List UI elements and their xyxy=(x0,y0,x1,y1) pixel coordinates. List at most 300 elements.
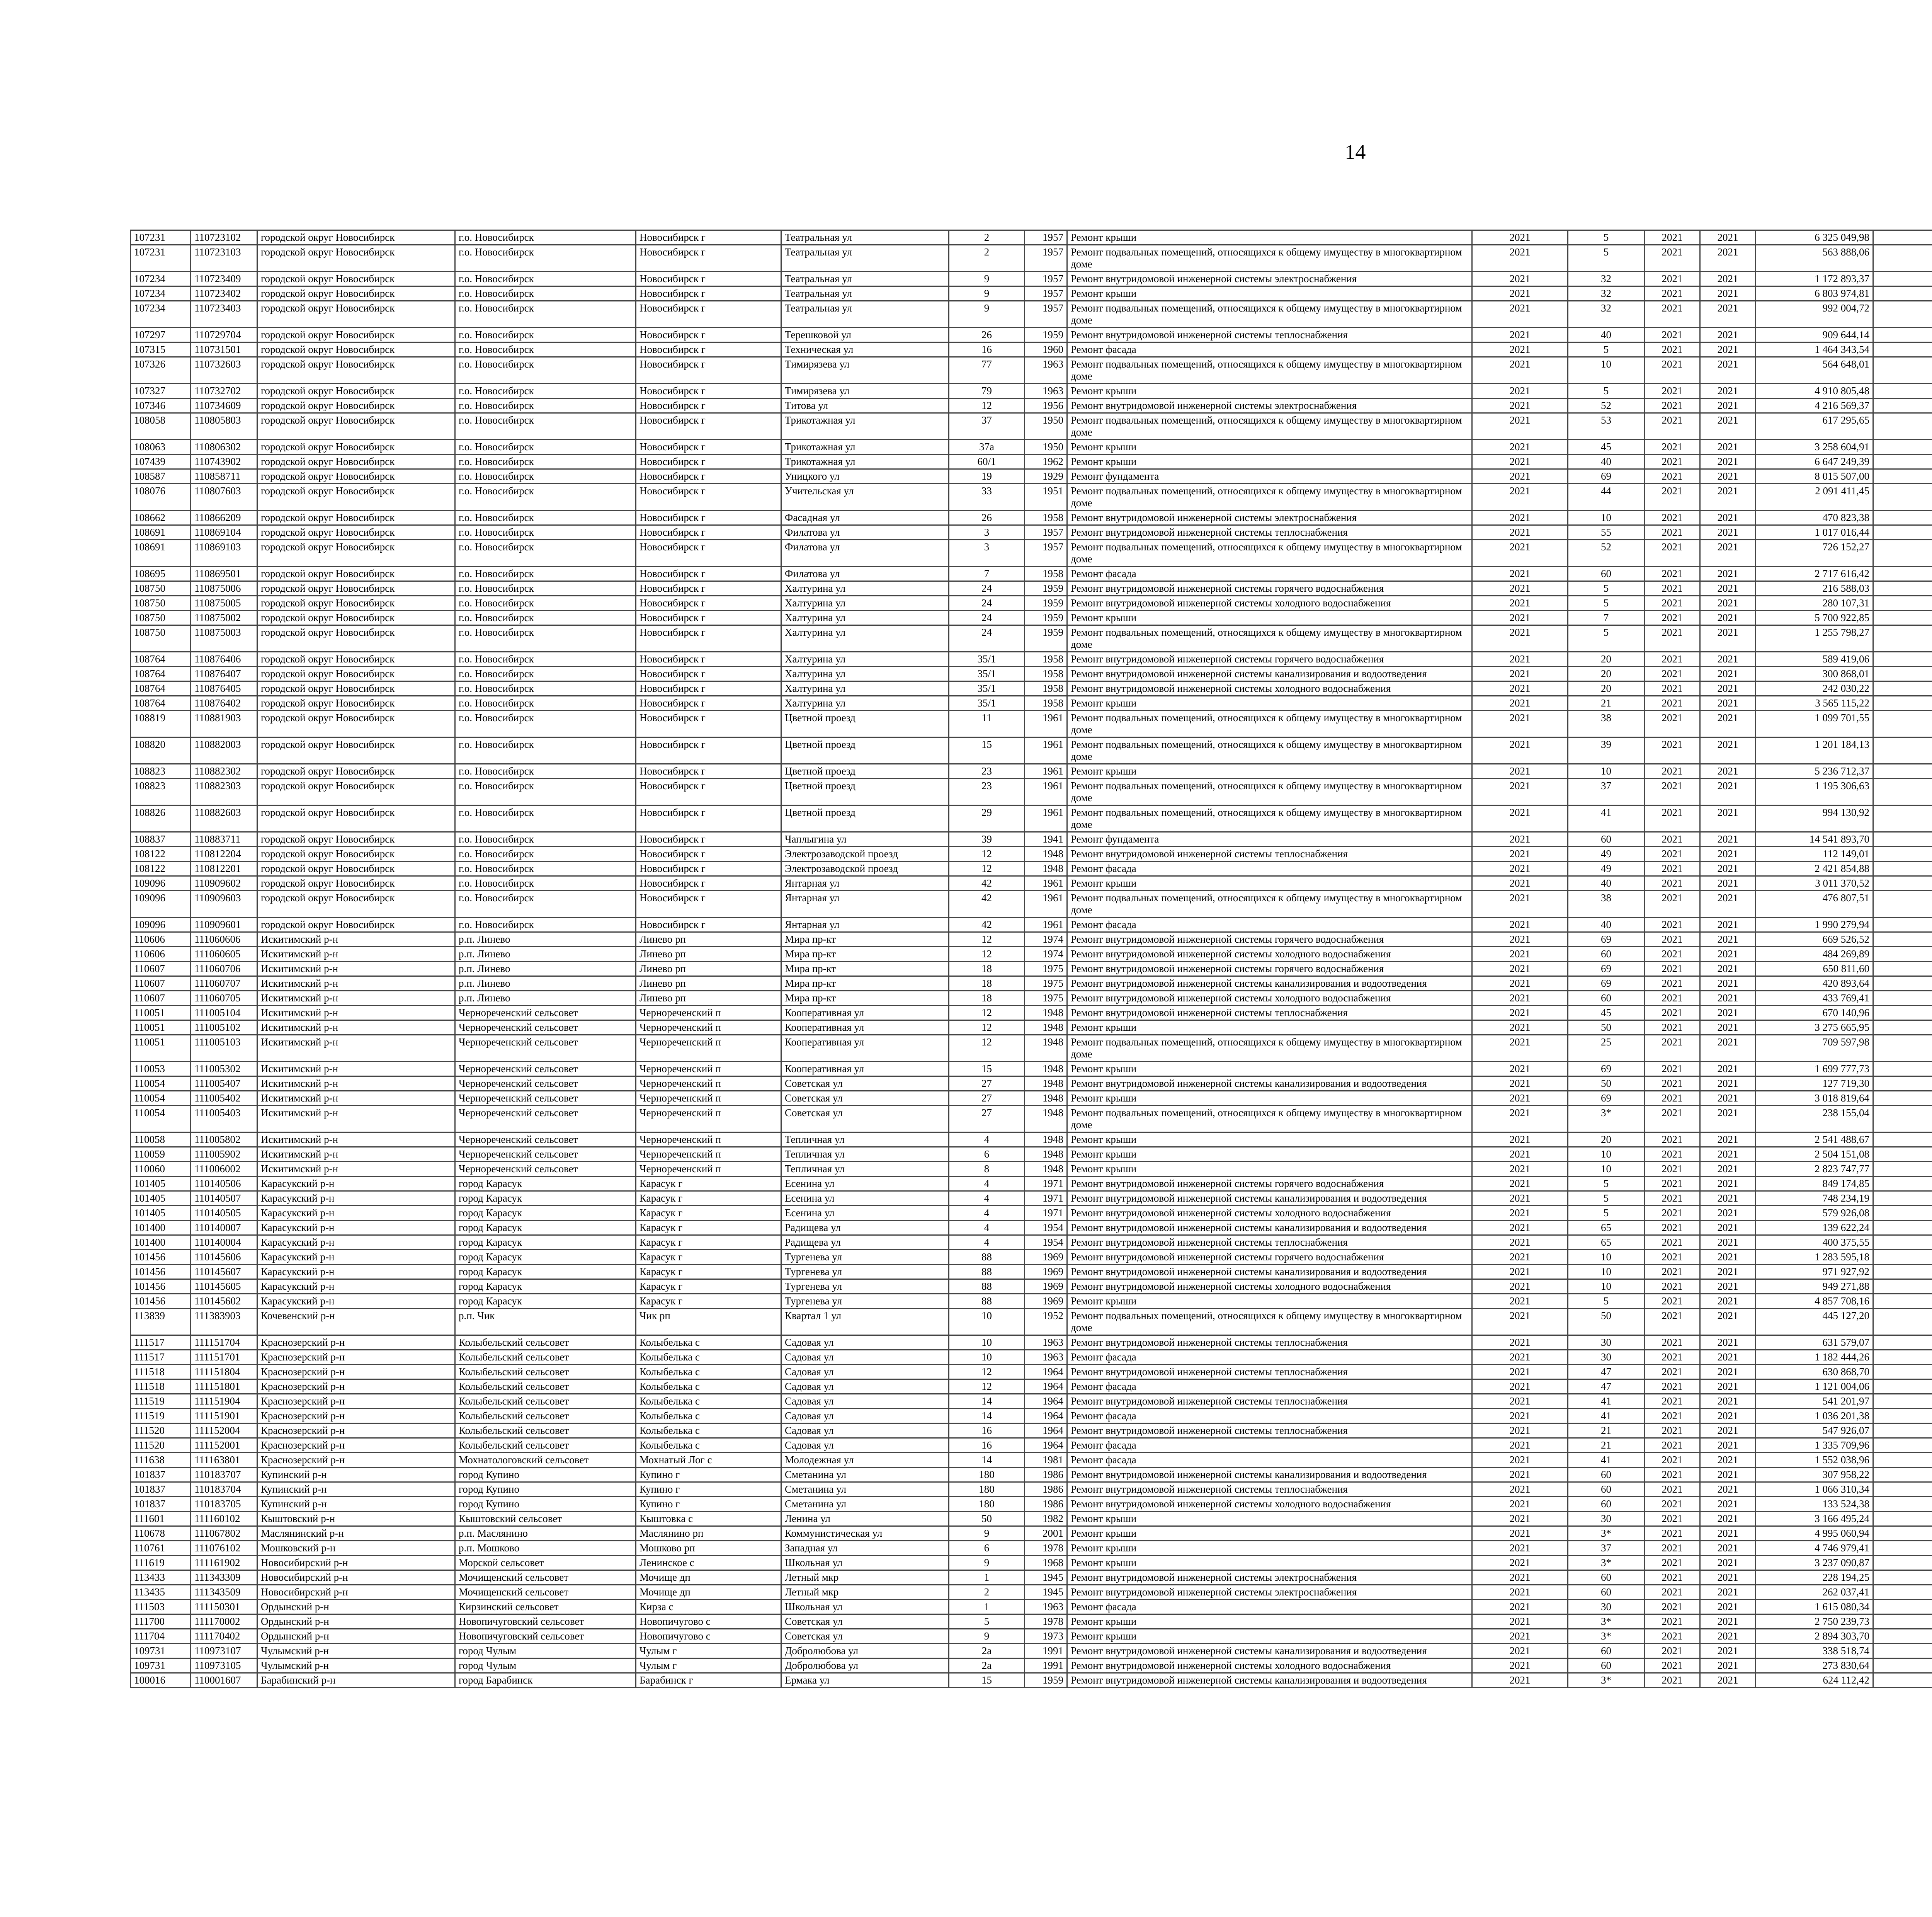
cell-wear-percent: 30 xyxy=(1568,1350,1645,1365)
cell-street: Терешковой ул xyxy=(781,328,949,342)
cell-fund-cost xyxy=(1873,1512,1932,1526)
cell-municipality: Кыштовский сельсовет xyxy=(455,1512,636,1526)
cell-settlement: Новосибирск г xyxy=(636,737,781,764)
cell-settlement: Карасук г xyxy=(636,1221,781,1235)
cell-district: городской округ Новосибирск xyxy=(257,357,455,384)
cell-start-year: 2021 xyxy=(1645,847,1700,861)
cell-work-id: 111160102 xyxy=(191,1512,257,1526)
cell-house-id: 111517 xyxy=(131,1335,191,1350)
cell-build-year: 1948 xyxy=(1025,1076,1067,1091)
cell-house-id: 107327 xyxy=(131,384,191,398)
cell-plan-year: 2021 xyxy=(1472,976,1568,991)
cell-fund-cost xyxy=(1873,230,1932,245)
cell-total-cost: 630 868,70 xyxy=(1756,1365,1873,1379)
cell-municipality: г.о. Новосибирск xyxy=(455,440,636,455)
cell-work-type: Ремонт внутридомовой инженерной системы теплоснабжения xyxy=(1067,1482,1472,1497)
cell-plan-year: 2021 xyxy=(1472,1191,1568,1206)
cell-house-number: 15 xyxy=(949,1673,1025,1688)
cell-work-type: Ремонт крыши xyxy=(1067,1162,1472,1176)
cell-municipality: Новопичуговский сельсовет xyxy=(455,1614,636,1629)
cell-district: городской округ Новосибирск xyxy=(257,737,455,764)
cell-end-year: 2021 xyxy=(1700,1162,1756,1176)
cell-settlement: Новосибирск г xyxy=(636,272,781,286)
cell-settlement: Новосибирск г xyxy=(636,511,781,525)
cell-wear-percent: 21 xyxy=(1568,1438,1645,1453)
table-row xyxy=(131,1497,1932,1512)
cell-house-number: 37а xyxy=(949,440,1025,455)
cell-settlement: Новопичугово с xyxy=(636,1614,781,1629)
cell-house-id: 101837 xyxy=(131,1482,191,1497)
cell-fund-cost xyxy=(1873,1453,1932,1468)
cell-build-year: 1978 xyxy=(1025,1541,1067,1556)
cell-end-year: 2021 xyxy=(1700,1091,1756,1106)
cell-build-year: 1959 xyxy=(1025,581,1067,596)
cell-end-year: 2021 xyxy=(1700,1600,1756,1614)
cell-start-year: 2021 xyxy=(1645,625,1700,652)
cell-settlement: Новосибирск г xyxy=(636,861,781,876)
cell-total-cost: 949 271,88 xyxy=(1756,1279,1873,1294)
cell-district: Карасукский р-н xyxy=(257,1250,455,1265)
cell-work-type: Ремонт крыши xyxy=(1067,286,1472,301)
cell-fund-cost xyxy=(1873,1279,1932,1294)
cell-work-type: Ремонт внутридомовой инженерной системы электроснабжения xyxy=(1067,511,1472,525)
cell-end-year: 2021 xyxy=(1700,947,1756,962)
table-row xyxy=(131,1147,1932,1162)
table-row xyxy=(131,737,1932,764)
cell-settlement: Новосибирск г xyxy=(636,230,781,245)
cell-work-id: 110882303 xyxy=(191,779,257,805)
cell-end-year: 2021 xyxy=(1700,1673,1756,1688)
cell-work-id: 110875003 xyxy=(191,625,257,652)
cell-settlement: Чернореченский п xyxy=(636,1062,781,1076)
cell-work-id: 110876406 xyxy=(191,652,257,667)
cell-work-type: Ремонт внутридомовой инженерной системы теплоснабжения xyxy=(1067,1235,1472,1250)
cell-end-year: 2021 xyxy=(1700,1379,1756,1394)
cell-district: городской округ Новосибирск xyxy=(257,567,455,581)
cell-municipality: Мочищенский сельсовет xyxy=(455,1585,636,1600)
cell-end-year: 2021 xyxy=(1700,1526,1756,1541)
cell-street: Летный мкр xyxy=(781,1570,949,1585)
cell-district: Кыштовский р-н xyxy=(257,1512,455,1526)
cell-district: городской округ Новосибирск xyxy=(257,301,455,328)
cell-house-number: 12 xyxy=(949,847,1025,861)
cell-wear-percent: 5 xyxy=(1568,1176,1645,1191)
cell-settlement: Колыбелька с xyxy=(636,1423,781,1438)
cell-settlement: Кыштовка с xyxy=(636,1512,781,1526)
cell-municipality: г.о. Новосибирск xyxy=(455,384,636,398)
cell-house-id: 108122 xyxy=(131,847,191,861)
cell-district: городской округ Новосибирск xyxy=(257,861,455,876)
cell-work-type: Ремонт подвальных помещений, относящихся к общему имуществу в многоквартирном доме xyxy=(1067,779,1472,805)
cell-municipality: г.о. Новосибирск xyxy=(455,861,636,876)
table-row xyxy=(131,357,1932,384)
cell-house-id: 109096 xyxy=(131,891,191,918)
cell-house-number: 29 xyxy=(949,805,1025,832)
cell-municipality: р.п. Линево xyxy=(455,947,636,962)
cell-start-year: 2021 xyxy=(1645,484,1700,511)
cell-fund-cost xyxy=(1873,1035,1932,1062)
cell-house-id: 101837 xyxy=(131,1468,191,1482)
cell-total-cost: 650 811,60 xyxy=(1756,962,1873,976)
cell-house-id: 110054 xyxy=(131,1091,191,1106)
cell-end-year: 2021 xyxy=(1700,286,1756,301)
cell-settlement: Колыбелька с xyxy=(636,1365,781,1379)
cell-municipality: г.о. Новосибирск xyxy=(455,711,636,737)
cell-work-id: 111076102 xyxy=(191,1541,257,1556)
cell-build-year: 1957 xyxy=(1025,230,1067,245)
cell-end-year: 2021 xyxy=(1700,567,1756,581)
cell-work-id: 111152004 xyxy=(191,1423,257,1438)
cell-fund-cost xyxy=(1873,1379,1932,1394)
table-row xyxy=(131,1644,1932,1658)
cell-wear-percent: 3* xyxy=(1568,1614,1645,1629)
cell-wear-percent: 41 xyxy=(1568,805,1645,832)
cell-wear-percent: 47 xyxy=(1568,1365,1645,1379)
cell-house-id: 108819 xyxy=(131,711,191,737)
cell-end-year: 2021 xyxy=(1700,540,1756,567)
cell-start-year: 2021 xyxy=(1645,245,1700,272)
cell-plan-year: 2021 xyxy=(1472,918,1568,932)
cell-municipality: г.о. Новосибирск xyxy=(455,764,636,779)
cell-street: Театральная ул xyxy=(781,286,949,301)
cell-end-year: 2021 xyxy=(1700,932,1756,947)
cell-total-cost: 2 823 747,77 xyxy=(1756,1162,1873,1176)
cell-work-id: 110140506 xyxy=(191,1176,257,1191)
cell-district: Искитимский р-н xyxy=(257,1076,455,1091)
table-row xyxy=(131,328,1932,342)
cell-street: Сметанина ул xyxy=(781,1497,949,1512)
cell-start-year: 2021 xyxy=(1645,832,1700,847)
cell-build-year: 1962 xyxy=(1025,455,1067,469)
cell-end-year: 2021 xyxy=(1700,1644,1756,1658)
cell-fund-cost xyxy=(1873,847,1932,861)
cell-settlement: Новосибирск г xyxy=(636,469,781,484)
cell-district: городской округ Новосибирск xyxy=(257,832,455,847)
cell-house-number: 26 xyxy=(949,511,1025,525)
cell-plan-year: 2021 xyxy=(1472,1062,1568,1076)
cell-street: Янтарная ул xyxy=(781,918,949,932)
cell-settlement: Новосибирск г xyxy=(636,398,781,413)
cell-plan-year: 2021 xyxy=(1472,398,1568,413)
cell-house-number: 27 xyxy=(949,1091,1025,1106)
cell-house-id: 110054 xyxy=(131,1106,191,1132)
cell-end-year: 2021 xyxy=(1700,1585,1756,1600)
cell-street: Халтурина ул xyxy=(781,696,949,711)
cell-fund-cost xyxy=(1873,1020,1932,1035)
cell-settlement: Карасук г xyxy=(636,1176,781,1191)
cell-end-year: 2021 xyxy=(1700,413,1756,440)
cell-work-type: Ремонт фасада xyxy=(1067,567,1472,581)
cell-street: Квартал 1 ул xyxy=(781,1309,949,1335)
cell-total-cost: 139 622,24 xyxy=(1756,1221,1873,1235)
cell-start-year: 2021 xyxy=(1645,301,1700,328)
cell-house-number: 12 xyxy=(949,1035,1025,1062)
cell-street: Тимирязева ул xyxy=(781,384,949,398)
cell-plan-year: 2021 xyxy=(1472,230,1568,245)
cell-work-id: 111343509 xyxy=(191,1585,257,1600)
table-row xyxy=(131,962,1932,976)
cell-fund-cost xyxy=(1873,440,1932,455)
cell-total-cost: 589 419,06 xyxy=(1756,652,1873,667)
cell-build-year: 1961 xyxy=(1025,918,1067,932)
cell-municipality: город Карасук xyxy=(455,1294,636,1309)
cell-work-type: Ремонт внутридомовой инженерной системы канализирования и водоотведения xyxy=(1067,1644,1472,1658)
cell-district: городской округ Новосибирск xyxy=(257,245,455,272)
cell-end-year: 2021 xyxy=(1700,696,1756,711)
table-row xyxy=(131,1250,1932,1265)
cell-street: Фасадная ул xyxy=(781,511,949,525)
cell-house-id: 110607 xyxy=(131,991,191,1006)
cell-total-cost: 547 926,07 xyxy=(1756,1423,1873,1438)
cell-start-year: 2021 xyxy=(1645,1644,1700,1658)
cell-house-number: 7 xyxy=(949,567,1025,581)
cell-start-year: 2021 xyxy=(1645,1556,1700,1570)
table-row xyxy=(131,1379,1932,1394)
cell-street: Ленина ул xyxy=(781,1512,949,1526)
cell-work-id: 110001607 xyxy=(191,1673,257,1688)
cell-build-year: 1948 xyxy=(1025,1147,1067,1162)
cell-wear-percent: 10 xyxy=(1568,1162,1645,1176)
cell-street: Тимирязева ул xyxy=(781,357,949,384)
cell-house-id: 108750 xyxy=(131,611,191,625)
cell-settlement: Купино г xyxy=(636,1497,781,1512)
cell-house-number: 39 xyxy=(949,832,1025,847)
table-row xyxy=(131,1468,1932,1482)
cell-house-id: 108058 xyxy=(131,413,191,440)
cell-work-type: Ремонт крыши xyxy=(1067,1556,1472,1570)
cell-plan-year: 2021 xyxy=(1472,1570,1568,1585)
cell-house-number: 5 xyxy=(949,1614,1025,1629)
cell-start-year: 2021 xyxy=(1645,1162,1700,1176)
cell-house-number: 6 xyxy=(949,1147,1025,1162)
cell-end-year: 2021 xyxy=(1700,918,1756,932)
cell-build-year: 1959 xyxy=(1025,625,1067,652)
cell-build-year: 1954 xyxy=(1025,1235,1067,1250)
cell-district: городской округ Новосибирск xyxy=(257,342,455,357)
cell-district: городской округ Новосибирск xyxy=(257,667,455,681)
cell-street: Садовая ул xyxy=(781,1335,949,1350)
cell-street: Кооперативная ул xyxy=(781,1062,949,1076)
cell-work-type: Ремонт внутридомовой инженерной системы электроснабжения xyxy=(1067,272,1472,286)
cell-house-id: 108823 xyxy=(131,779,191,805)
cell-build-year: 1959 xyxy=(1025,596,1067,611)
cell-start-year: 2021 xyxy=(1645,861,1700,876)
cell-fund-cost xyxy=(1873,1206,1932,1221)
table-row xyxy=(131,1658,1932,1673)
cell-fund-cost xyxy=(1873,1438,1932,1453)
cell-district: городской округ Новосибирск xyxy=(257,681,455,696)
cell-end-year: 2021 xyxy=(1700,737,1756,764)
cell-settlement: Новосибирск г xyxy=(636,581,781,596)
cell-settlement: Новосибирск г xyxy=(636,413,781,440)
cell-start-year: 2021 xyxy=(1645,711,1700,737)
cell-work-id: 110876407 xyxy=(191,667,257,681)
cell-work-type: Ремонт внутридомовой инженерной системы теплоснабжения xyxy=(1067,328,1472,342)
cell-build-year: 1929 xyxy=(1025,469,1067,484)
cell-fund-cost xyxy=(1873,1585,1932,1600)
cell-build-year: 1948 xyxy=(1025,1035,1067,1062)
cell-work-type: Ремонт подвальных помещений, относящихся к общему имуществу в многоквартирном доме xyxy=(1067,891,1472,918)
cell-street: Садовая ул xyxy=(781,1350,949,1365)
cell-build-year: 1971 xyxy=(1025,1176,1067,1191)
cell-work-id: 111383903 xyxy=(191,1309,257,1335)
cell-district: Ордынский р-н xyxy=(257,1614,455,1629)
cell-fund-cost xyxy=(1873,976,1932,991)
table-row xyxy=(131,1350,1932,1365)
cell-fund-cost xyxy=(1873,1309,1932,1335)
cell-start-year: 2021 xyxy=(1645,1673,1700,1688)
cell-build-year: 1958 xyxy=(1025,681,1067,696)
table-row xyxy=(131,932,1932,947)
cell-house-number: 9 xyxy=(949,272,1025,286)
cell-end-year: 2021 xyxy=(1700,1309,1756,1335)
cell-end-year: 2021 xyxy=(1700,976,1756,991)
cell-house-id: 101456 xyxy=(131,1265,191,1279)
cell-district: Карасукский р-н xyxy=(257,1294,455,1309)
table-row xyxy=(131,540,1932,567)
cell-plan-year: 2021 xyxy=(1472,1279,1568,1294)
cell-work-id: 111005407 xyxy=(191,1076,257,1091)
cell-work-type: Ремонт подвальных помещений, относящихся к общему имуществу в многоквартирном доме xyxy=(1067,625,1472,652)
cell-plan-year: 2021 xyxy=(1472,286,1568,301)
cell-street: Халтурина ул xyxy=(781,667,949,681)
cell-end-year: 2021 xyxy=(1700,272,1756,286)
cell-start-year: 2021 xyxy=(1645,581,1700,596)
cell-settlement: Мохнатый Лог с xyxy=(636,1453,781,1468)
cell-end-year: 2021 xyxy=(1700,245,1756,272)
cell-fund-cost xyxy=(1873,1673,1932,1688)
cell-total-cost: 624 112,42 xyxy=(1756,1673,1873,1688)
cell-work-id: 110140505 xyxy=(191,1206,257,1221)
cell-plan-year: 2021 xyxy=(1472,779,1568,805)
cell-wear-percent: 32 xyxy=(1568,286,1645,301)
cell-end-year: 2021 xyxy=(1700,1206,1756,1221)
cell-settlement: Купино г xyxy=(636,1468,781,1482)
cell-start-year: 2021 xyxy=(1645,342,1700,357)
cell-house-number: 12 xyxy=(949,932,1025,947)
cell-municipality: город Карасук xyxy=(455,1250,636,1265)
cell-build-year: 1958 xyxy=(1025,696,1067,711)
cell-start-year: 2021 xyxy=(1645,1106,1700,1132)
cell-house-id: 108764 xyxy=(131,652,191,667)
cell-municipality: р.п. Чик xyxy=(455,1309,636,1335)
cell-street: Тургенева ул xyxy=(781,1265,949,1279)
cell-start-year: 2021 xyxy=(1645,1020,1700,1035)
cell-fund-cost xyxy=(1873,652,1932,667)
cell-district: городской округ Новосибирск xyxy=(257,525,455,540)
cell-house-number: 24 xyxy=(949,611,1025,625)
cell-total-cost: 1 615 080,34 xyxy=(1756,1600,1873,1614)
cell-total-cost: 971 927,92 xyxy=(1756,1265,1873,1279)
cell-work-id: 111060705 xyxy=(191,991,257,1006)
cell-build-year: 1961 xyxy=(1025,737,1067,764)
cell-total-cost: 726 152,27 xyxy=(1756,540,1873,567)
cell-house-number: 10 xyxy=(949,1309,1025,1335)
cell-district: Чулымский р-н xyxy=(257,1644,455,1658)
cell-fund-cost xyxy=(1873,1221,1932,1235)
cell-district: Карасукский р-н xyxy=(257,1279,455,1294)
cell-start-year: 2021 xyxy=(1645,286,1700,301)
cell-fund-cost xyxy=(1873,596,1932,611)
cell-district: Купинский р-н xyxy=(257,1468,455,1482)
cell-plan-year: 2021 xyxy=(1472,567,1568,581)
cell-municipality: город Карасук xyxy=(455,1191,636,1206)
cell-settlement: Колыбелька с xyxy=(636,1350,781,1365)
cell-total-cost: 563 888,06 xyxy=(1756,245,1873,272)
table-row xyxy=(131,1526,1932,1541)
table-row xyxy=(131,652,1932,667)
cell-build-year: 1978 xyxy=(1025,1614,1067,1629)
cell-build-year: 1956 xyxy=(1025,398,1067,413)
cell-wear-percent: 10 xyxy=(1568,1279,1645,1294)
cell-work-type: Ремонт подвальных помещений, относящихся к общему имуществу в многоквартирном доме xyxy=(1067,245,1472,272)
cell-fund-cost xyxy=(1873,1062,1932,1076)
cell-build-year: 1958 xyxy=(1025,667,1067,681)
cell-wear-percent: 37 xyxy=(1568,779,1645,805)
cell-start-year: 2021 xyxy=(1645,1600,1700,1614)
table-row xyxy=(131,1438,1932,1453)
cell-work-id: 110145607 xyxy=(191,1265,257,1279)
cell-fund-cost xyxy=(1873,1526,1932,1541)
cell-house-id: 108764 xyxy=(131,681,191,696)
cell-start-year: 2021 xyxy=(1645,1235,1700,1250)
cell-start-year: 2021 xyxy=(1645,891,1700,918)
cell-street: Есенина ул xyxy=(781,1191,949,1206)
cell-start-year: 2021 xyxy=(1645,1379,1700,1394)
cell-wear-percent: 60 xyxy=(1568,1570,1645,1585)
cell-plan-year: 2021 xyxy=(1472,652,1568,667)
cell-settlement: Новопичугово с xyxy=(636,1629,781,1644)
cell-work-type: Ремонт внутридомовой инженерной системы канализирования и водоотведения xyxy=(1067,976,1472,991)
cell-district: Искитимский р-н xyxy=(257,1162,455,1176)
cell-district: Кочевенский р-н xyxy=(257,1309,455,1335)
cell-fund-cost xyxy=(1873,1644,1932,1658)
cell-municipality: г.о. Новосибирск xyxy=(455,611,636,625)
cell-house-id: 110607 xyxy=(131,962,191,976)
table-row xyxy=(131,1482,1932,1497)
cell-house-number: 14 xyxy=(949,1409,1025,1423)
cell-fund-cost xyxy=(1873,455,1932,469)
cell-total-cost: 470 823,38 xyxy=(1756,511,1873,525)
cell-work-id: 110140004 xyxy=(191,1235,257,1250)
table-row xyxy=(131,611,1932,625)
cell-street: Филатова ул xyxy=(781,540,949,567)
capital-repair-table xyxy=(130,230,1932,1688)
cell-street: Янтарная ул xyxy=(781,891,949,918)
cell-house-number: 27 xyxy=(949,1106,1025,1132)
cell-build-year: 1963 xyxy=(1025,384,1067,398)
table-row xyxy=(131,1091,1932,1106)
cell-wear-percent: 5 xyxy=(1568,384,1645,398)
cell-plan-year: 2021 xyxy=(1472,891,1568,918)
cell-house-id: 101405 xyxy=(131,1191,191,1206)
cell-build-year: 1964 xyxy=(1025,1423,1067,1438)
cell-district: городской округ Новосибирск xyxy=(257,286,455,301)
cell-start-year: 2021 xyxy=(1645,611,1700,625)
table-row xyxy=(131,342,1932,357)
cell-work-id: 110876405 xyxy=(191,681,257,696)
cell-plan-year: 2021 xyxy=(1472,667,1568,681)
cell-house-number: 12 xyxy=(949,398,1025,413)
cell-wear-percent: 65 xyxy=(1568,1235,1645,1250)
cell-work-type: Ремонт внутридомовой инженерной системы холодного водоснабжения xyxy=(1067,947,1472,962)
cell-work-type: Ремонт внутридомовой инженерной системы теплоснабжения xyxy=(1067,1365,1472,1379)
cell-work-type: Ремонт внутридомовой инженерной системы канализирования и водоотведения xyxy=(1067,1265,1472,1279)
cell-municipality: г.о. Новосибирск xyxy=(455,891,636,918)
cell-wear-percent: 10 xyxy=(1568,511,1645,525)
table-row xyxy=(131,1132,1932,1147)
cell-work-type: Ремонт крыши xyxy=(1067,1062,1472,1076)
